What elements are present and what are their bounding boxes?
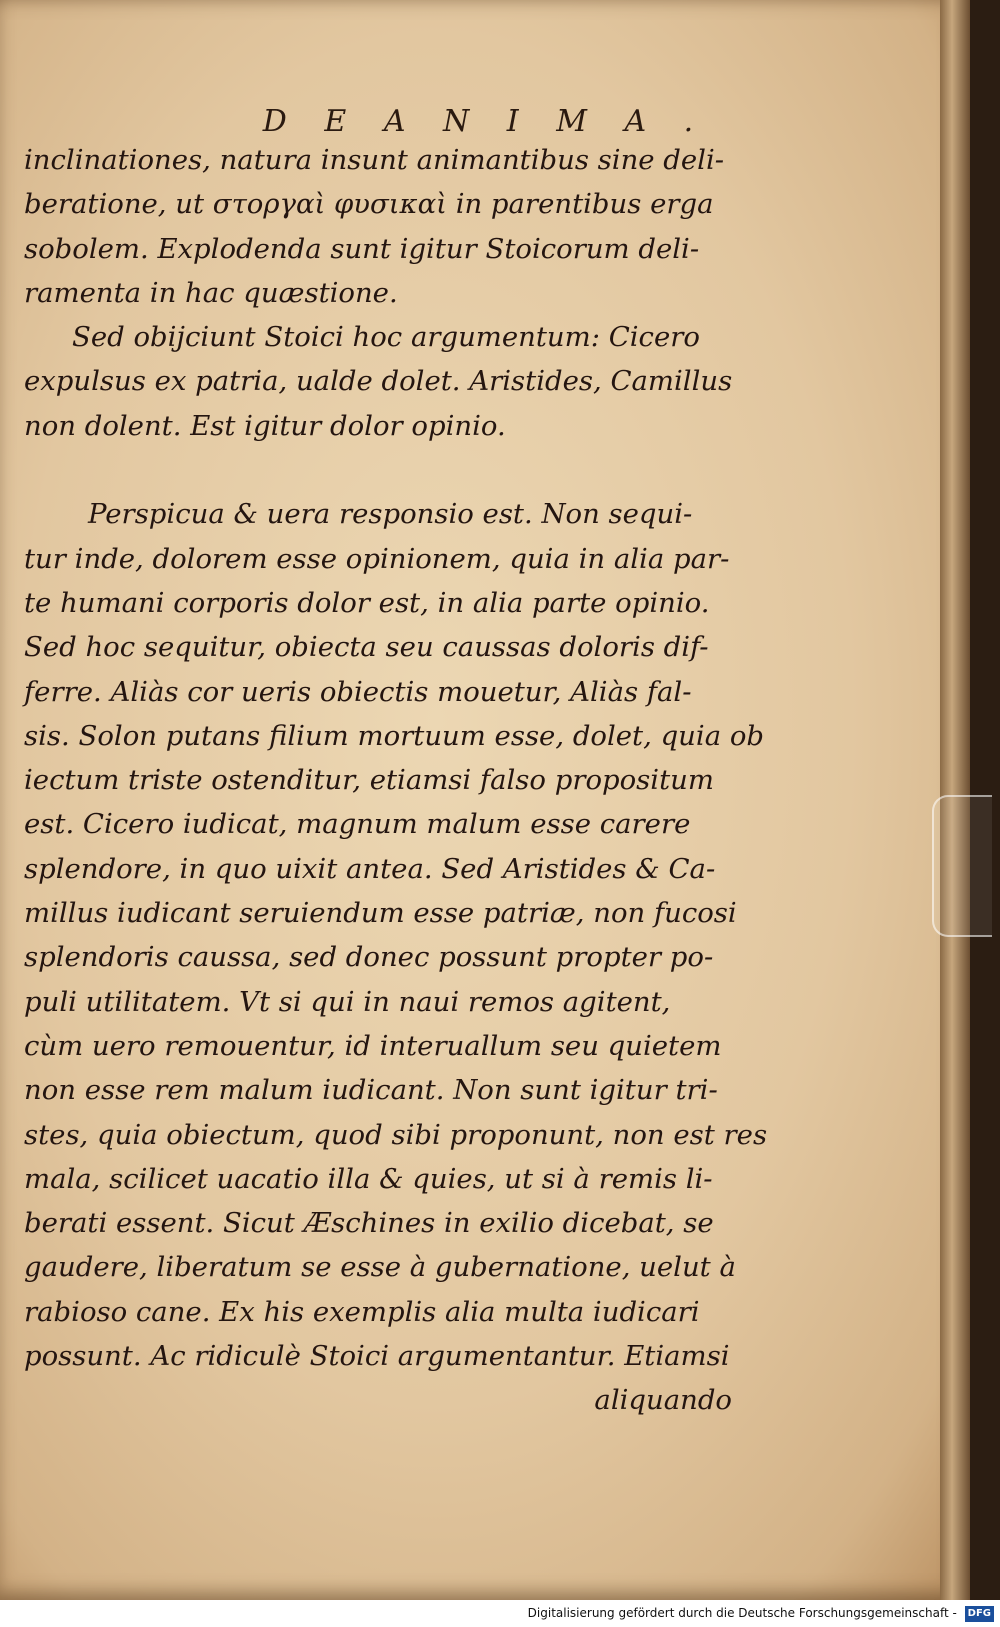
text-line: beratione, ut στοργαὶ φυσικαὶ in parentibus erga — [24, 188, 714, 221]
text-line: iectum triste ostenditur, etiamsi falso propositum — [24, 764, 714, 797]
text-line: puli utilitatem. Vt si qui in naui remos agitent, — [24, 985, 671, 1018]
text-line: splendoris caussa, sed donec possunt propter po- — [24, 941, 714, 974]
text-line: non dolent. Est igitur dolor opinio. — [24, 409, 506, 442]
text-line: ramenta in hac quæstione. — [24, 276, 398, 309]
text-line: est. Cicero iudicat, magnum malum esse carere — [24, 808, 691, 841]
text-line: mala, scilicet uacatio illa & quies, ut si à remis li- — [24, 1162, 713, 1195]
text-line: rabioso cane. Ex his exemplis alia multa iudicari — [24, 1295, 700, 1328]
text-line: inclinationes, natura insunt animantibus sine deli- — [24, 144, 725, 176]
text-line: Sed hoc sequitur, obiecta seu caussas doloris dif- — [24, 631, 709, 664]
running-title: D E A N I M A . — [262, 104, 708, 139]
text-line: millus iudicant seruiendum esse patriæ, non fucosi — [24, 897, 737, 930]
body-text — [24, 138, 768, 1423]
text-line: stes, quia obiectum, quod sibi proponunt, non est res — [24, 1118, 768, 1151]
digitization-footer — [0, 1600, 1000, 1627]
text-line: sis. Solon putans filium mortuum esse, dolet, quia ob — [24, 719, 764, 752]
text-line: possunt. Ac ridiculè Stoici argumentantur. Etiamsi — [24, 1340, 730, 1373]
text-line: non esse rem malum iudicant. Non sunt igitur tri- — [24, 1074, 718, 1107]
text-line: expulsus ex patria, ualde dolet. Aristides, Camillus — [24, 365, 733, 398]
paragraph-gap — [24, 448, 732, 492]
catchword: aliquando — [594, 1384, 732, 1417]
page-tab-marker — [932, 795, 992, 937]
text-line: berati essent. Sicut Æschines in exilio dicebat, se — [24, 1207, 714, 1240]
text-line: tur inde, dolorem esse opinionem, quia in alia par- — [24, 542, 730, 575]
dfg-logo-icon: DFG — [965, 1606, 994, 1622]
text-line: splendore, in quo uixit antea. Sed Aristides & Ca- — [24, 852, 716, 885]
text-line: Sed obijciunt Stoici hoc argumentum: Cicero — [72, 321, 700, 354]
text-line: cùm uero remouentur, id interuallum seu quietem — [24, 1029, 722, 1062]
text-line: sobolem. Explodenda sunt igitur Stoicorum deli- — [24, 232, 700, 265]
text-line: Perspicua & uera responsio est. Non sequi- — [88, 498, 693, 531]
text-line: ferre. Aliàs cor ueris obiectis mouetur, Aliàs fal- — [24, 675, 692, 708]
text-line: gaudere, liberatum se esse à gubernatione, uelut à — [24, 1251, 736, 1284]
text-line: te humani corporis dolor est, in alia parte opinio. — [24, 586, 710, 619]
footer-credit: Digitalisierung gefördert durch die Deutsche Forschungsgemeinschaft - — [527, 1606, 957, 1620]
